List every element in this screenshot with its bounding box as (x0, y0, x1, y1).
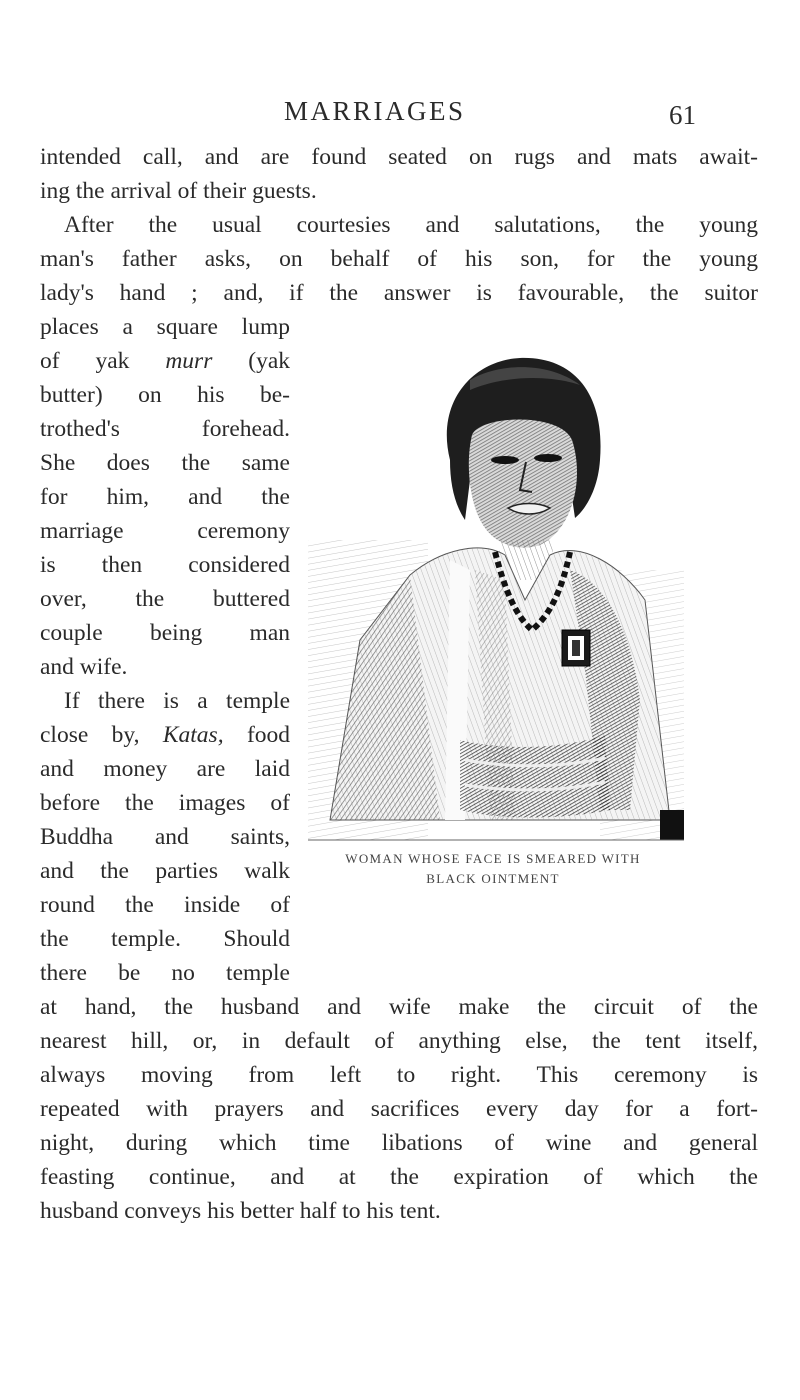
text-line: the temple. Should (40, 926, 290, 952)
text-line: couple being man (40, 620, 290, 646)
text-line: trothed's forehead. (40, 416, 290, 442)
text-line: is then considered (40, 552, 290, 578)
text-line: lady's hand ; and, if the answer is favourable, the suitor (40, 280, 758, 306)
portrait-drawing (300, 340, 686, 846)
text-line: and wife. (40, 654, 128, 680)
text-line: places a square lump (40, 314, 290, 340)
text-line: of yak murr (yak (40, 348, 291, 374)
text-line: She does the same (40, 450, 290, 476)
page-number: 61 (669, 100, 696, 130)
text-line: there be no temple (40, 960, 290, 986)
portrait-illustration (300, 340, 686, 846)
page-header (0, 96, 800, 132)
italic-term: murr (165, 348, 213, 374)
text-line: before the images of (40, 790, 290, 816)
text-line: If there is a temple (64, 688, 290, 714)
text-line: repeated with prayers and sacrifices every day for a fort- (40, 1096, 758, 1122)
text-line: butter) on his be- (40, 382, 290, 408)
text-line: round the inside of (40, 892, 290, 918)
text-line: ing the arrival of their guests. (40, 178, 317, 204)
text-line: over, the buttered (40, 586, 290, 612)
text-line: night, during which time libations of wine and general (40, 1130, 758, 1156)
running-head: MARRIAGES (284, 96, 466, 126)
text-line: for him, and the (40, 484, 290, 510)
text-line: nearest hill, or, in default of anything else, the tent itself, (40, 1028, 758, 1054)
text-line: husband conveys his better half to his tent. (40, 1198, 441, 1224)
text-line: feasting continue, and at the expiration of which the (40, 1164, 758, 1190)
text-line: After the usual courtesies and salutations, the young (64, 212, 758, 238)
text-line: at hand, the husband and wife make the circuit of the (40, 994, 758, 1020)
figure-caption (300, 849, 686, 889)
text-line: always moving from left to right. This ceremony is (40, 1062, 758, 1088)
italic-term: Katas, (162, 722, 224, 748)
text-line: and money are laid (40, 756, 290, 782)
text-line: intended call, and are found seated on rugs and mats await- (40, 144, 758, 170)
text-line: Buddha and saints, (40, 824, 290, 850)
text-line: and the parties walk (40, 858, 290, 884)
text-line: man's father asks, on behalf of his son, for the young (40, 246, 758, 272)
caption-line: WOMAN WHOSE FACE IS SMEARED WITH (345, 851, 641, 866)
caption-line: BLACK OINTMENT (426, 871, 560, 886)
text-line: close by, Katas, food (40, 722, 291, 748)
text-line: marriage ceremony (40, 518, 290, 544)
